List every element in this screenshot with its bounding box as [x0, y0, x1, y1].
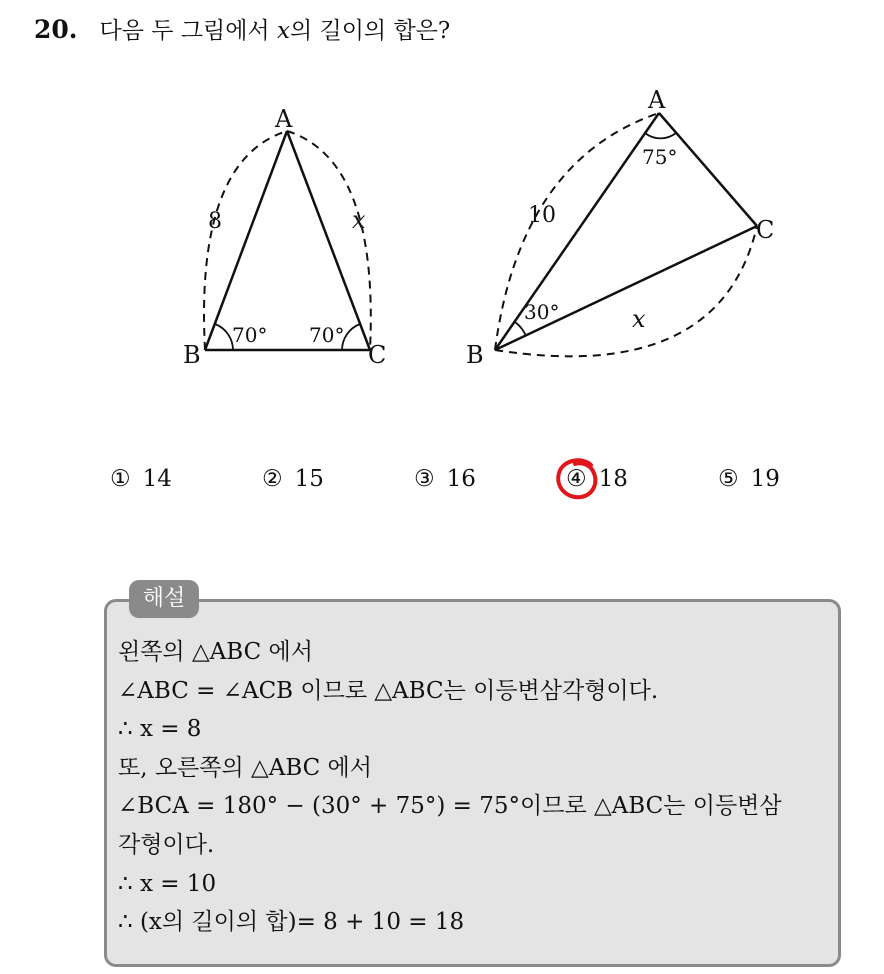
- choice-3-mark: ③: [414, 466, 435, 492]
- right-triangle: [466, 86, 774, 369]
- left-side-ac: [287, 131, 370, 350]
- choice-4-value: 18: [598, 466, 628, 492]
- triangle-figures: [0, 0, 884, 430]
- left-triangle: [183, 105, 386, 369]
- right-vertex-b: B: [466, 341, 484, 369]
- left-side-ab: [205, 131, 287, 350]
- right-side-bc-label: x: [632, 305, 646, 333]
- left-angle-b-label: 70°: [232, 323, 268, 347]
- choice-3[interactable]: [414, 462, 476, 496]
- solution-line-8: ∴ (x의 길이의 합)= 8 + 10 = 18: [118, 909, 465, 936]
- question-text-after: 의 길이의 합은?: [289, 18, 451, 44]
- left-vertex-b: B: [183, 341, 201, 369]
- solution-line-7: ∴ x = 10: [118, 870, 217, 897]
- right-side-ab-label: 10: [528, 203, 556, 228]
- solution-text: [118, 633, 782, 942]
- left-angle-b-arc: [215, 324, 233, 350]
- left-vertex-c: C: [368, 341, 387, 369]
- solution-title: 해설: [129, 580, 199, 618]
- solution-line-4: 또, 오른쪽의 △ABC 에서: [118, 754, 372, 781]
- left-vertex-a: A: [275, 105, 293, 133]
- choice-1-mark: ①: [110, 466, 131, 492]
- question-text-before: 다음 두 그림에서: [99, 18, 277, 44]
- choice-1-value: 14: [142, 466, 172, 492]
- choice-5-value: 19: [750, 466, 780, 492]
- choice-3-value: 16: [446, 466, 476, 492]
- solution-line-6: 각형이다.: [118, 831, 215, 858]
- choice-2-mark: ②: [262, 466, 283, 492]
- choice-5-mark: ⑤: [718, 466, 739, 492]
- question-variable: x: [276, 18, 290, 44]
- right-angle-b-arc: [515, 322, 526, 336]
- left-side-ab-label: 8: [208, 209, 222, 234]
- choice-2-value: 15: [294, 466, 324, 492]
- selected-answer-circle-icon: [553, 455, 603, 505]
- left-side-ac-label: x: [352, 206, 366, 234]
- question-number: 20.: [34, 15, 78, 44]
- right-side-bc: [495, 226, 757, 350]
- solution-line-3: ∴ x = 8: [118, 716, 202, 743]
- right-side-ac: [659, 113, 757, 226]
- right-vertex-c: C: [756, 216, 775, 244]
- solution-line-5: ∠BCA = 180° − (30° + 75°) = 75°이므로 △ABC는 이등변삼: [118, 793, 782, 820]
- left-angle-c-label: 70°: [309, 323, 345, 347]
- choice-1[interactable]: [110, 462, 172, 496]
- right-vertex-a: A: [648, 86, 666, 114]
- right-angle-a-label: 75°: [642, 145, 678, 169]
- left-angle-c-arc: [342, 324, 360, 350]
- solution-line-1: 왼쪽의 △ABC 에서: [118, 639, 313, 665]
- solution-line-2: ∠ABC = ∠ACB 이므로 △ABC는 이등변삼각형이다.: [118, 677, 659, 704]
- choice-5[interactable]: [718, 462, 780, 496]
- right-angle-b-label: 30°: [524, 300, 560, 324]
- right-angle-a-arc: [645, 133, 676, 138]
- choice-2[interactable]: [262, 462, 324, 496]
- choice-4-mark: ④: [566, 466, 587, 492]
